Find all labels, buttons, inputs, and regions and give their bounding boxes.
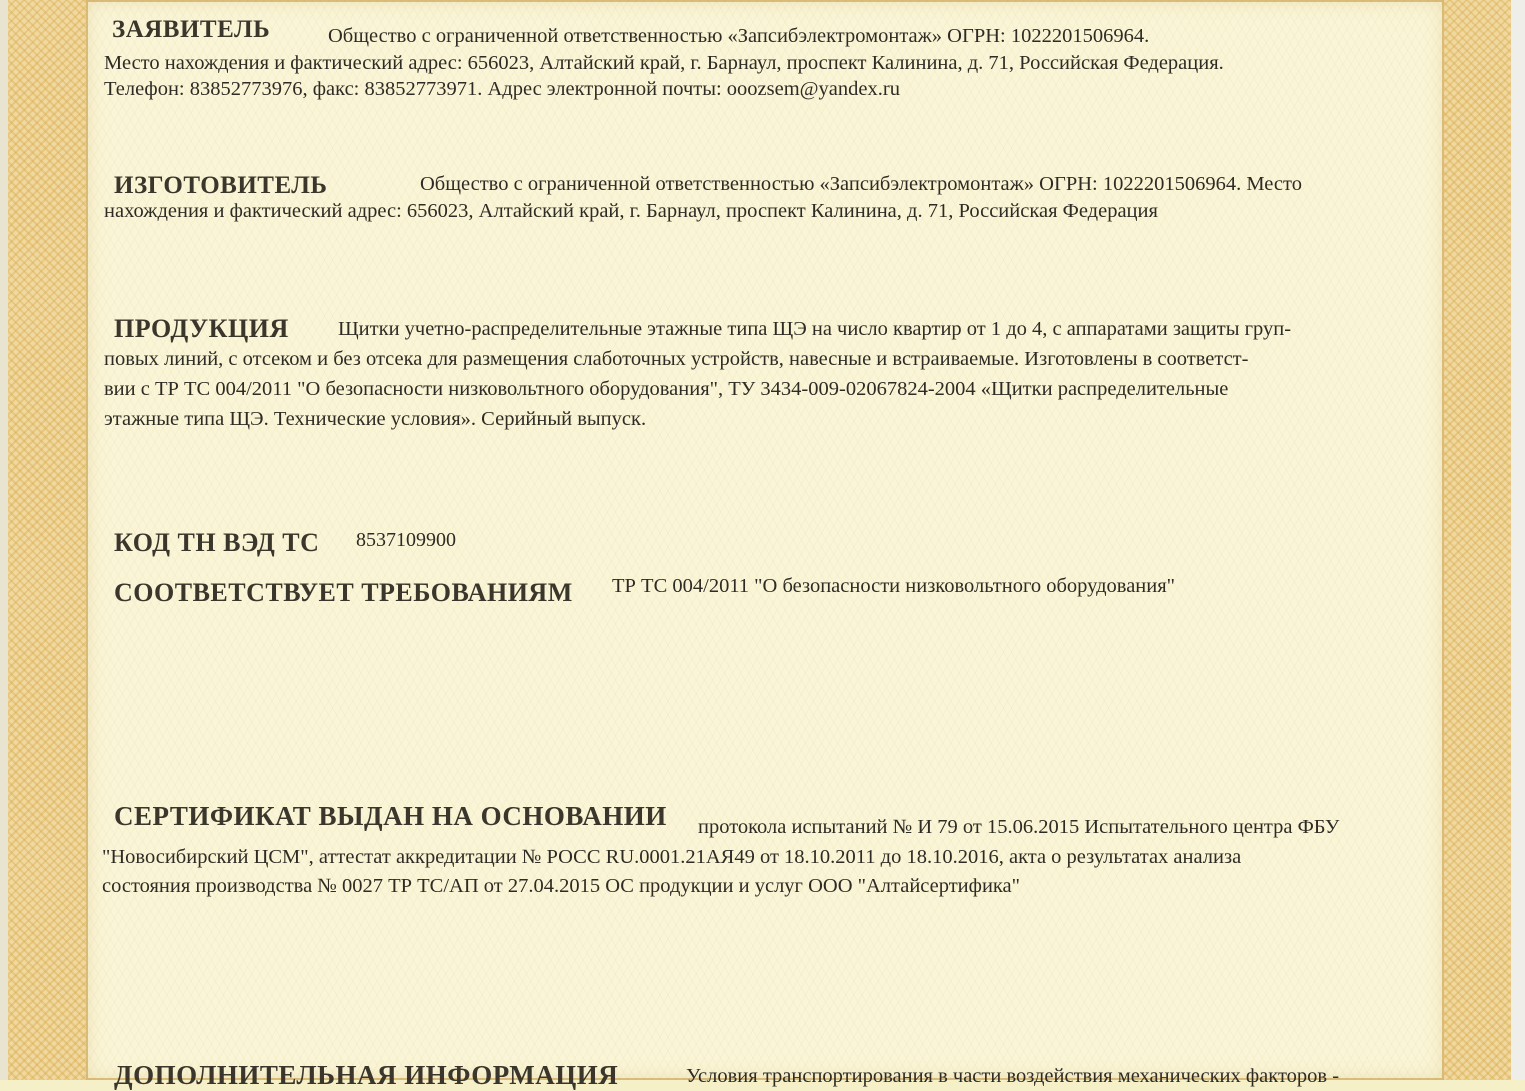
basis-line-1: протокола испытаний № И 79 от 15.06.2015 Испытательного центра ФБУ [698,816,1340,838]
product-line-3: вии с ТР ТС 004/2011 "О безопасности низковольтного оборудования", ТУ 3434-009-02067824-2004 «Щитки распределительные [104,378,1229,400]
scan-edge-left [0,0,8,1080]
applicant-line-3: Телефон: 83852773976, факс: 83852773971. Адрес электронной почты: ooozsem@yandex.ru [104,78,900,100]
additional-heading: ДОПОЛНИТЕЛЬНАЯ ИНФОРМАЦИЯ [114,1060,619,1090]
applicant-heading: ЗАЯВИТЕЛЬ [112,16,271,43]
hs-code-value: 8537109900 [356,529,456,551]
product-line-2: повых линий, с отсеком и без отсека для размещения слаботочных устройств, навесные и встраиваемые. Изготовлены в соответст- [104,348,1249,370]
basis-line-3: состояния производства № 0027 ТР ТС/АП от 27.04.2015 ОС продукции и услуг ООО "Алтайсертифика" [102,875,1021,897]
basis-heading: СЕРТИФИКАТ ВЫДАН НА ОСНОВАНИИ [114,801,667,831]
manufacturer-line-2: нахождения и фактический адрес: 656023, Алтайский край, г. Барнаул, проспект Калинина, д. 71, Российская Федерация [104,200,1158,222]
basis-line-2: "Новосибирский ЦСМ", аттестат аккредитации № РОСС RU.0001.21АЯ49 от 18.10.2011 до 18.10.2016, акта о результатах анализа [102,846,1242,868]
product-line-4: этажные типа ЩЭ. Технические условия». Серийный выпуск. [104,408,647,430]
applicant-line-1: Общество с ограниченной ответственностью «Запсибэлектромонтаж» ОГРН: 1022201506964. [328,25,1150,47]
scan-edge-right [1511,0,1525,1080]
product-line-1: Щитки учетно-распределительные этажные типа ЩЭ на число квартир от 1 до 4, с аппаратами защиты груп- [338,318,1292,340]
manufacturer-line-1: Общество с ограниченной ответственностью «Запсибэлектромонтаж» ОГРН: 1022201506964. Место [420,173,1302,195]
conforms-heading: СООТВЕТСТВУЕТ ТРЕБОВАНИЯМ [114,578,573,607]
hs-code-heading: КОД ТН ВЭД ТС [114,528,320,557]
product-heading: ПРОДУКЦИЯ [114,314,289,343]
applicant-line-2: Место нахождения и фактический адрес: 656023, Алтайский край, г. Барнаул, проспект Калинина, д. 71, Российская Федерация. [104,52,1224,74]
conforms-value: ТР ТС 004/2011 "О безопасности низковольтного оборудования" [612,575,1176,597]
additional-line-1: Условия транспортирования в части воздействия механических факторов - [686,1065,1340,1087]
manufacturer-heading: ИЗГОТОВИТЕЛЬ [114,172,328,199]
